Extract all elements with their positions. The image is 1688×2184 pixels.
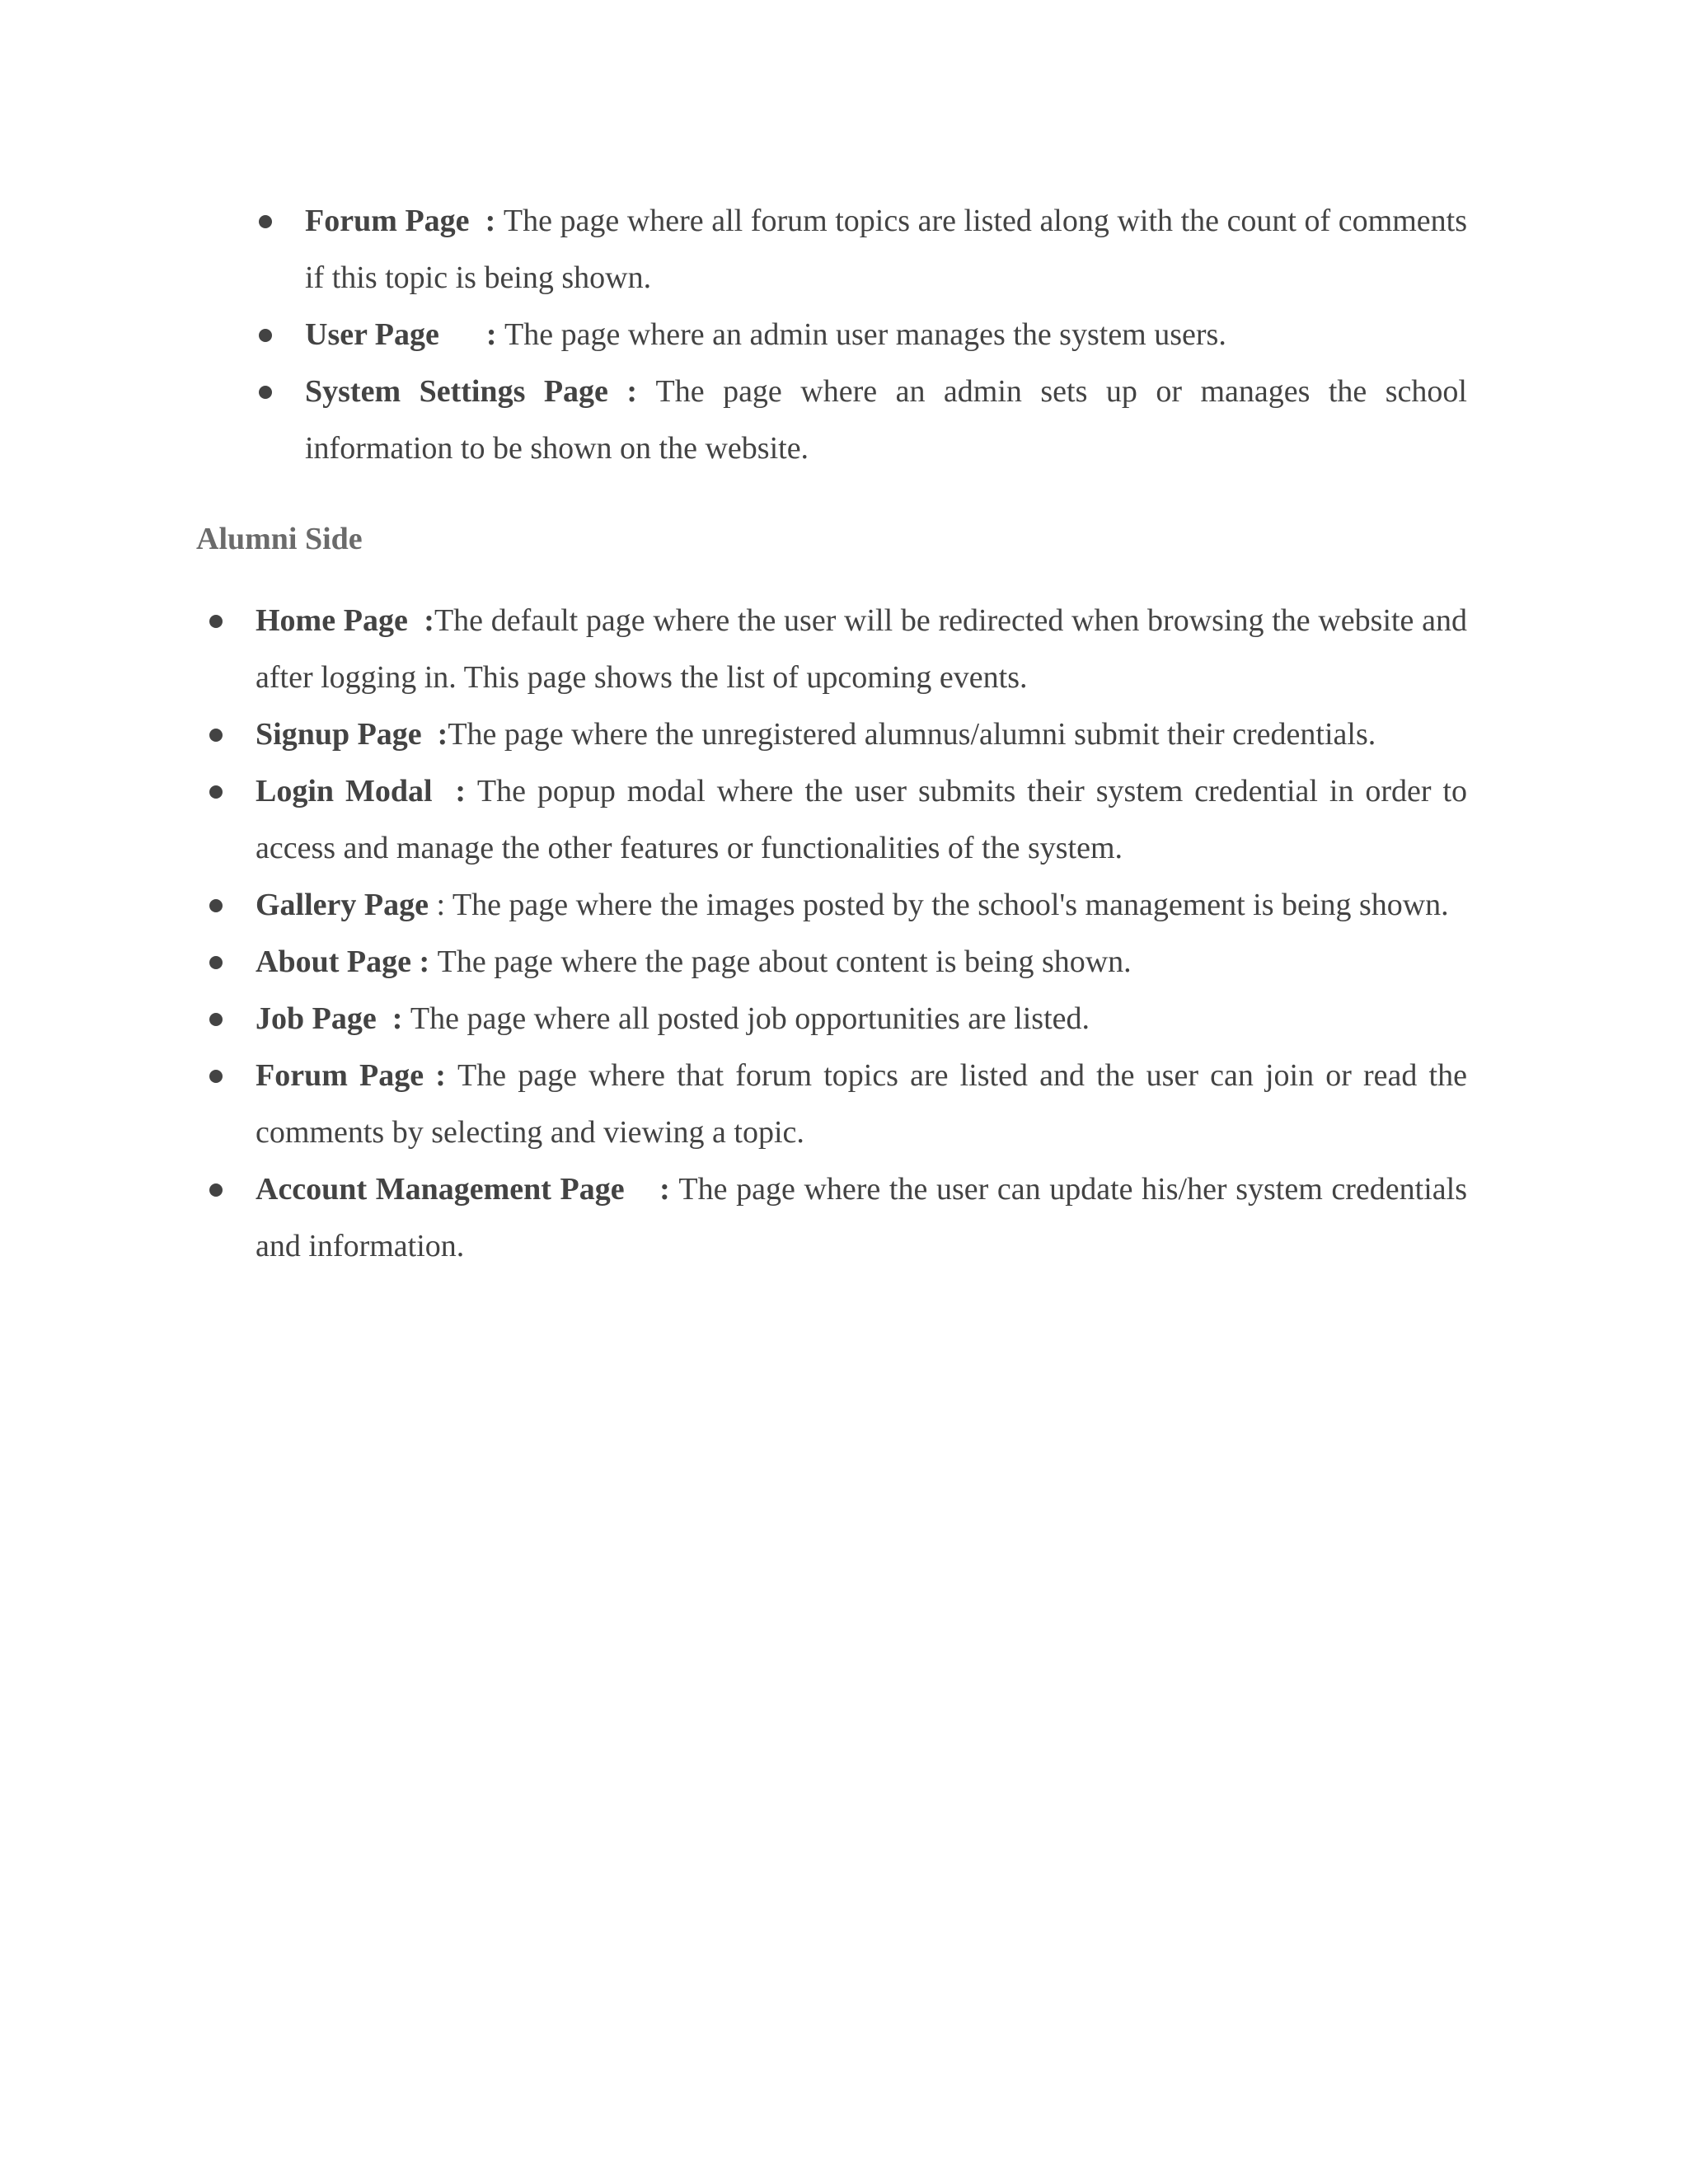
bullet-icon — [257, 307, 305, 363]
item-term: About Page : — [256, 944, 438, 979]
item-description: The page where all forum topics are listed along with the count of comments if this topic is being shown. — [305, 204, 1467, 295]
bullet-icon — [208, 706, 256, 763]
item-term: Account Management Page : — [256, 1172, 679, 1207]
list-item — [256, 934, 1467, 991]
list-item — [256, 991, 1467, 1047]
section-heading-alumni: Alumni Side — [196, 522, 363, 556]
alumni-pages-list — [256, 593, 1467, 1275]
bullet-icon — [208, 991, 256, 1047]
item-description: The page where an admin sets up or manages the school information to be shown on the website. — [305, 374, 1467, 466]
list-item — [256, 763, 1467, 877]
item-description: The default page where the user will be redirected when browsing the website and after logging in. This page shows the list of upcoming events. — [256, 603, 1467, 695]
bullet-icon — [208, 1047, 256, 1104]
bullet-icon — [257, 363, 305, 420]
item-term: User Page : — [305, 317, 505, 352]
item-description: The page where the page about content is being shown. — [437, 944, 1132, 979]
item-term: Home Page : — [256, 603, 434, 638]
list-item — [256, 593, 1467, 706]
list-item — [256, 1047, 1467, 1161]
item-term: System Settings Page : — [305, 374, 656, 409]
item-term: Forum Page : — [256, 1058, 458, 1093]
bullet-icon — [257, 193, 305, 250]
item-description: : The page where the images posted by the school's management is being shown. — [428, 888, 1449, 922]
item-description: The page where the user can update his/her system credentials and information. — [256, 1172, 1467, 1263]
item-description: The page where that forum topics are listed and the user can join or read the comments by selecting and viewing a topic. — [256, 1058, 1467, 1150]
bullet-icon — [208, 593, 256, 649]
list-item — [305, 363, 1467, 477]
list-item — [256, 877, 1467, 934]
list-item — [305, 307, 1467, 363]
item-description: The popup modal where the user submits their system credential in order to access and manage the other features or functionalities of the system. — [256, 774, 1467, 865]
item-description: The page where the unregistered alumnus/alumni submit their credentials. — [448, 717, 1376, 752]
bullet-icon — [208, 934, 256, 991]
item-description: The page where an admin user manages the system users. — [504, 317, 1226, 352]
admin-pages-list — [305, 193, 1467, 477]
item-term: Gallery Page — [256, 888, 429, 922]
item-description: The page where all posted job opportunities are listed. — [410, 1001, 1090, 1036]
item-term: Forum Page : — [305, 204, 504, 238]
bullet-icon — [208, 877, 256, 934]
list-item — [256, 706, 1467, 763]
list-item — [305, 193, 1467, 307]
item-term: Signup Page : — [256, 717, 448, 752]
bullet-icon — [208, 1161, 256, 1218]
list-item — [256, 1161, 1467, 1275]
item-term: Job Page : — [256, 1001, 410, 1036]
bullet-icon — [208, 763, 256, 820]
item-term: Login Modal : — [256, 774, 477, 808]
